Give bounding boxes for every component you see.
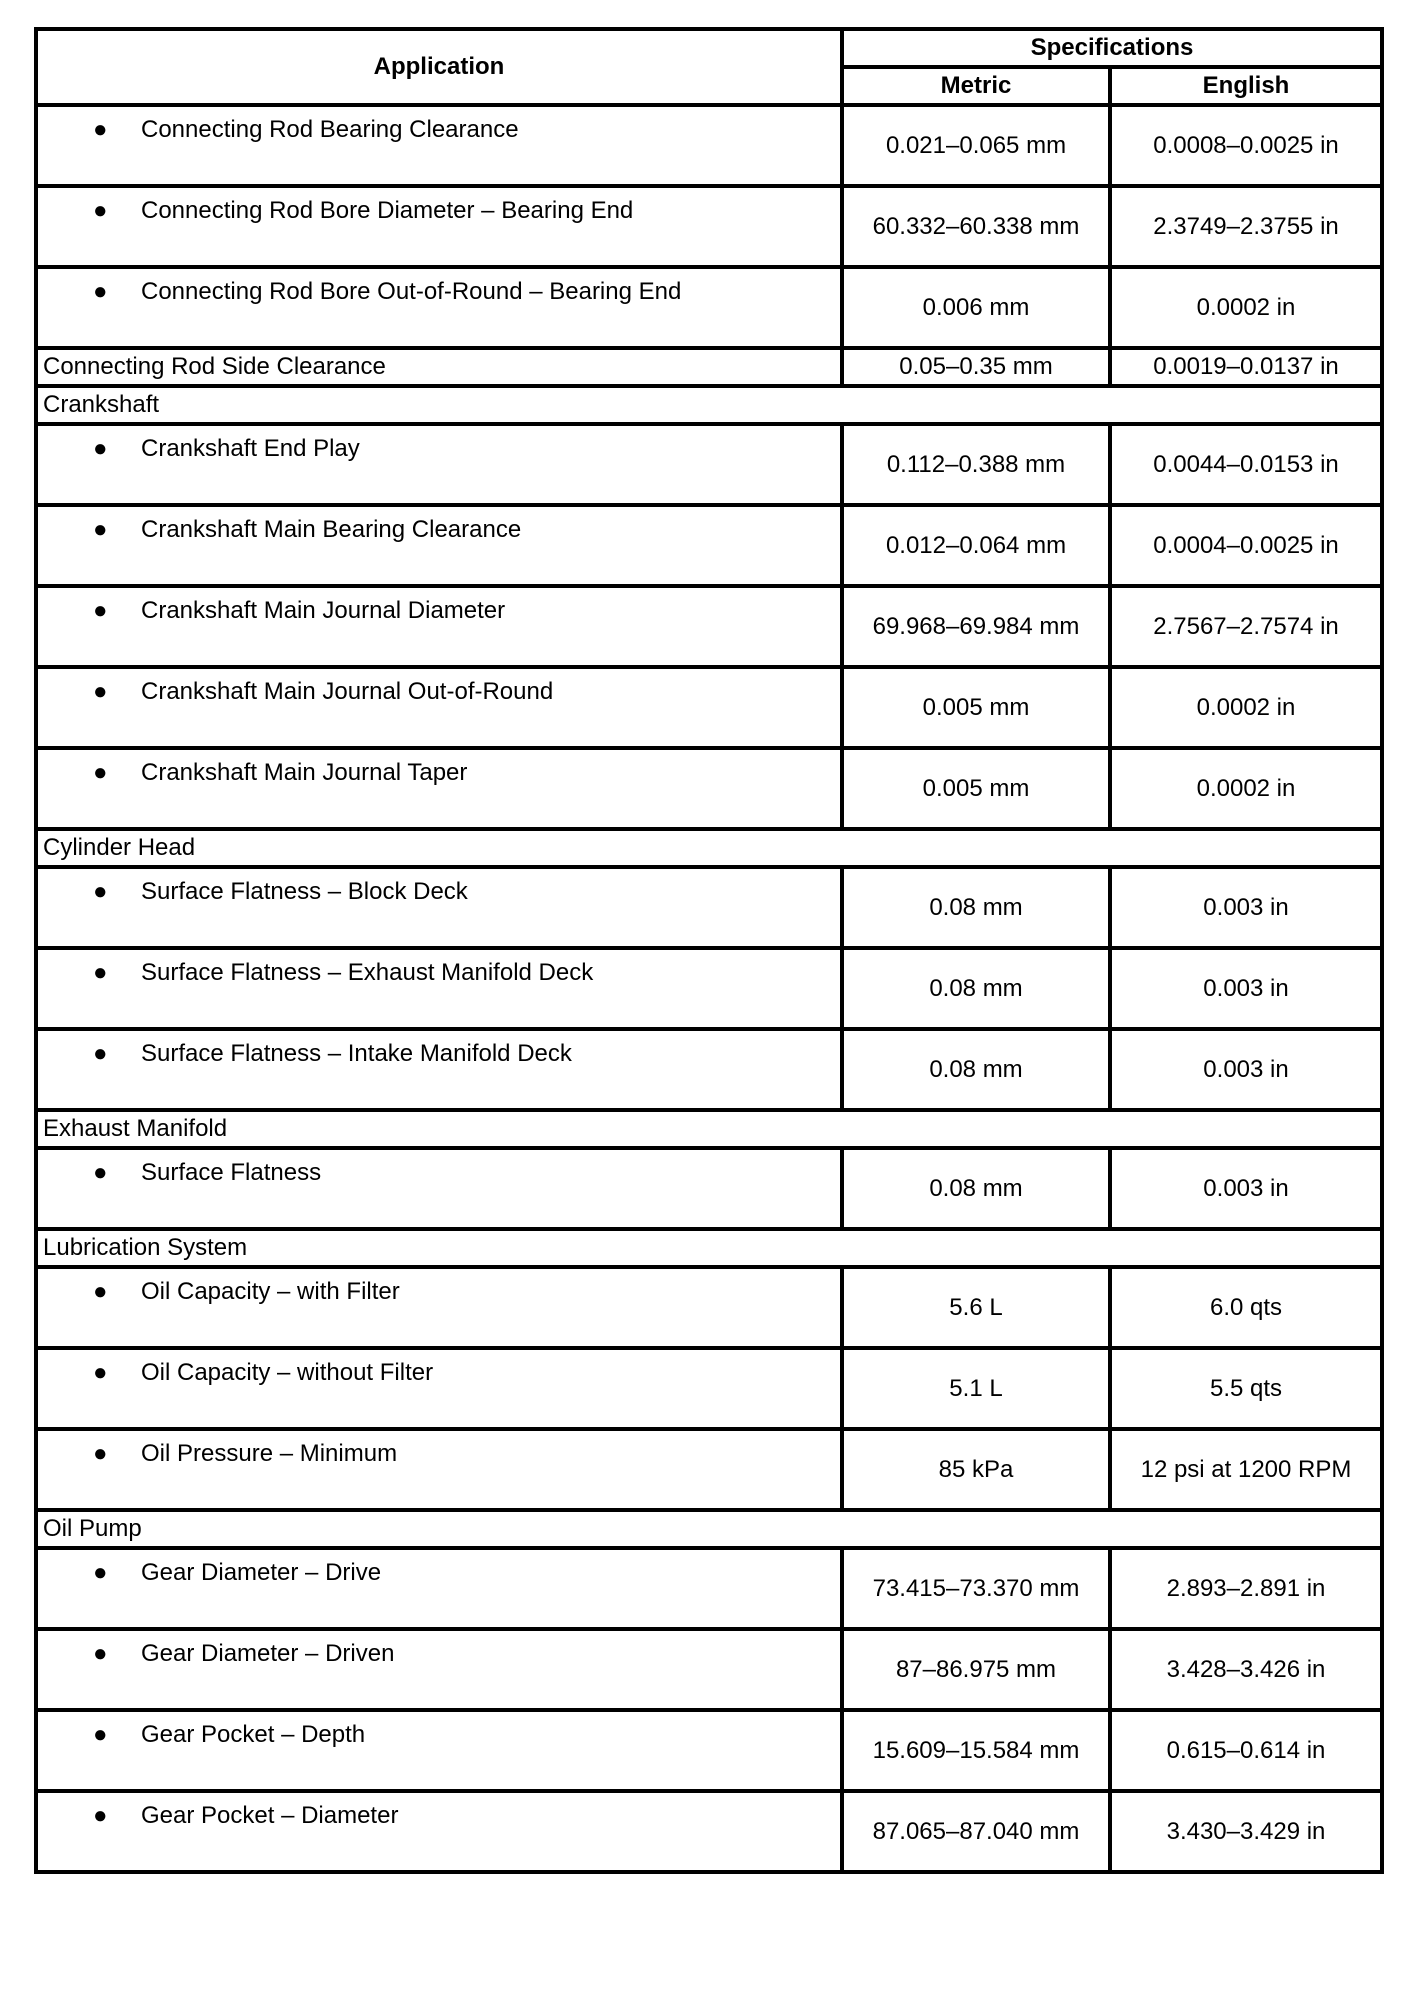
category-row — [36, 386, 1382, 424]
english-value: 3.430–3.429 in — [1110, 1791, 1382, 1872]
english-value: 3.428–3.426 in — [1110, 1629, 1382, 1710]
application-cell — [36, 1791, 842, 1872]
application-label: Oil Pressure – Minimum — [141, 1440, 398, 1467]
metric-value: 0.05–0.35 mm — [842, 348, 1110, 386]
english-value: 2.7567–2.7574 in — [1110, 586, 1382, 667]
english-value: 0.0002 in — [1110, 267, 1382, 348]
application-label: Surface Flatness – Intake Manifold Deck — [141, 1040, 572, 1067]
english-value: 0.003 in — [1110, 948, 1382, 1029]
application-cell — [36, 424, 842, 505]
bullet-icon: ● — [93, 1440, 108, 1467]
metric-value: 0.012–0.064 mm — [842, 505, 1110, 586]
category-row — [36, 829, 1382, 867]
table-row — [36, 1548, 1382, 1629]
application-label: Crankshaft Main Journal Diameter — [141, 597, 506, 624]
table-row — [36, 267, 1382, 348]
metric-value: 5.1 L — [842, 1348, 1110, 1429]
metric-value: 0.08 mm — [842, 948, 1110, 1029]
table-row — [36, 948, 1382, 1029]
application-cell — [36, 105, 842, 186]
metric-value: 0.005 mm — [842, 748, 1110, 829]
application-cell — [36, 867, 842, 948]
table-row — [36, 1629, 1382, 1710]
specifications-header: Specifications — [842, 29, 1382, 67]
bullet-icon: ● — [93, 878, 108, 905]
application-cell — [36, 1148, 842, 1229]
english-value: 0.003 in — [1110, 1029, 1382, 1110]
bullet-icon: ● — [93, 1802, 108, 1829]
metric-value: 15.609–15.584 mm — [842, 1710, 1110, 1791]
application-header: Application — [36, 29, 842, 105]
application-label: Gear Pocket – Depth — [141, 1721, 366, 1748]
application-cell — [36, 1029, 842, 1110]
table-row — [36, 505, 1382, 586]
english-value: 6.0 qts — [1110, 1267, 1382, 1348]
english-value: 0.0004–0.0025 in — [1110, 505, 1382, 586]
bullet-icon: ● — [93, 435, 108, 462]
application-label: Crankshaft Main Journal Taper — [141, 759, 468, 786]
metric-header: Metric — [842, 67, 1110, 105]
application-cell — [36, 1429, 842, 1510]
application-label: Crankshaft Main Journal Out-of-Round — [141, 678, 554, 705]
english-value: 2.893–2.891 in — [1110, 1548, 1382, 1629]
application-cell — [36, 505, 842, 586]
category-label: Crankshaft — [36, 386, 1382, 424]
table-row — [36, 586, 1382, 667]
application-label: Oil Capacity – without Filter — [141, 1359, 434, 1386]
table-row — [36, 667, 1382, 748]
application-label: Surface Flatness – Block Deck — [141, 878, 468, 905]
application-cell — [36, 667, 842, 748]
metric-value: 60.332–60.338 mm — [842, 186, 1110, 267]
category-row — [36, 1510, 1382, 1548]
table-row — [36, 186, 1382, 267]
bullet-icon: ● — [93, 1359, 108, 1386]
metric-value: 0.005 mm — [842, 667, 1110, 748]
metric-value: 69.968–69.984 mm — [842, 586, 1110, 667]
application-label: Connecting Rod Side Clearance — [36, 348, 842, 386]
application-cell — [36, 1548, 842, 1629]
application-cell — [36, 948, 842, 1029]
english-value: 0.003 in — [1110, 867, 1382, 948]
metric-value: 5.6 L — [842, 1267, 1110, 1348]
application-cell — [36, 586, 842, 667]
english-header: English — [1110, 67, 1382, 105]
application-cell — [36, 267, 842, 348]
bullet-icon: ● — [93, 1159, 108, 1186]
english-value: 0.615–0.614 in — [1110, 1710, 1382, 1791]
application-label: Oil Capacity – with Filter — [141, 1278, 400, 1305]
english-value: 12 psi at 1200 RPM — [1110, 1429, 1382, 1510]
metric-value: 0.08 mm — [842, 1029, 1110, 1110]
bullet-icon: ● — [93, 116, 108, 143]
application-label: Connecting Rod Bore Diameter – Bearing End — [141, 197, 634, 224]
metric-value: 0.08 mm — [842, 1148, 1110, 1229]
table-row — [36, 867, 1382, 948]
table-row — [36, 1267, 1382, 1348]
application-cell — [36, 1629, 842, 1710]
table-row — [36, 1429, 1382, 1510]
bullet-icon: ● — [93, 959, 108, 986]
english-value: 0.0019–0.0137 in — [1110, 348, 1382, 386]
application-label: Gear Diameter – Driven — [141, 1640, 395, 1667]
category-row — [36, 1229, 1382, 1267]
bullet-icon: ● — [93, 1559, 108, 1586]
table-row — [36, 1791, 1382, 1872]
application-label: Gear Pocket – Diameter — [141, 1802, 399, 1829]
metric-value: 87–86.975 mm — [842, 1629, 1110, 1710]
english-value: 0.0008–0.0025 in — [1110, 105, 1382, 186]
bullet-icon: ● — [93, 516, 108, 543]
application-cell — [36, 186, 842, 267]
category-label: Cylinder Head — [36, 829, 1382, 867]
english-value: 5.5 qts — [1110, 1348, 1382, 1429]
table-row — [36, 348, 1382, 386]
application-cell — [36, 748, 842, 829]
english-value: 0.0044–0.0153 in — [1110, 424, 1382, 505]
bullet-icon: ● — [93, 1640, 108, 1667]
category-label: Lubrication System — [36, 1229, 1382, 1267]
application-cell — [36, 1348, 842, 1429]
application-label: Surface Flatness — [141, 1159, 322, 1186]
table-row — [36, 1710, 1382, 1791]
metric-value: 73.415–73.370 mm — [842, 1548, 1110, 1629]
application-label: Connecting Rod Bore Out-of-Round – Bearing End — [141, 278, 682, 305]
application-label: Gear Diameter – Drive — [141, 1559, 382, 1586]
application-label: Connecting Rod Bearing Clearance — [141, 116, 519, 143]
metric-value: 87.065–87.040 mm — [842, 1791, 1110, 1872]
application-label: Crankshaft End Play — [141, 435, 360, 462]
bullet-icon: ● — [93, 1278, 108, 1305]
bullet-icon: ● — [93, 1040, 108, 1067]
specifications-table — [34, 27, 1384, 1874]
metric-value: 0.112–0.388 mm — [842, 424, 1110, 505]
application-label: Crankshaft Main Bearing Clearance — [141, 516, 522, 543]
english-value: 0.003 in — [1110, 1148, 1382, 1229]
bullet-icon: ● — [93, 1721, 108, 1748]
table-row — [36, 424, 1382, 505]
metric-value: 85 kPa — [842, 1429, 1110, 1510]
category-row — [36, 1110, 1382, 1148]
table-row — [36, 1029, 1382, 1110]
english-value: 0.0002 in — [1110, 748, 1382, 829]
application-label: Surface Flatness – Exhaust Manifold Deck — [141, 959, 594, 986]
application-cell — [36, 1267, 842, 1348]
table-row — [36, 1348, 1382, 1429]
table-row — [36, 1148, 1382, 1229]
english-value: 0.0002 in — [1110, 667, 1382, 748]
bullet-icon: ● — [93, 759, 108, 786]
bullet-icon: ● — [93, 678, 108, 705]
bullet-icon: ● — [93, 197, 108, 224]
metric-value: 0.021–0.065 mm — [842, 105, 1110, 186]
category-label: Exhaust Manifold — [36, 1110, 1382, 1148]
metric-value: 0.08 mm — [842, 867, 1110, 948]
metric-value: 0.006 mm — [842, 267, 1110, 348]
bullet-icon: ● — [93, 278, 108, 305]
category-label: Oil Pump — [36, 1510, 1382, 1548]
table-row — [36, 105, 1382, 186]
bullet-icon: ● — [93, 597, 108, 624]
application-cell — [36, 1710, 842, 1791]
table-row — [36, 748, 1382, 829]
english-value: 2.3749–2.3755 in — [1110, 186, 1382, 267]
